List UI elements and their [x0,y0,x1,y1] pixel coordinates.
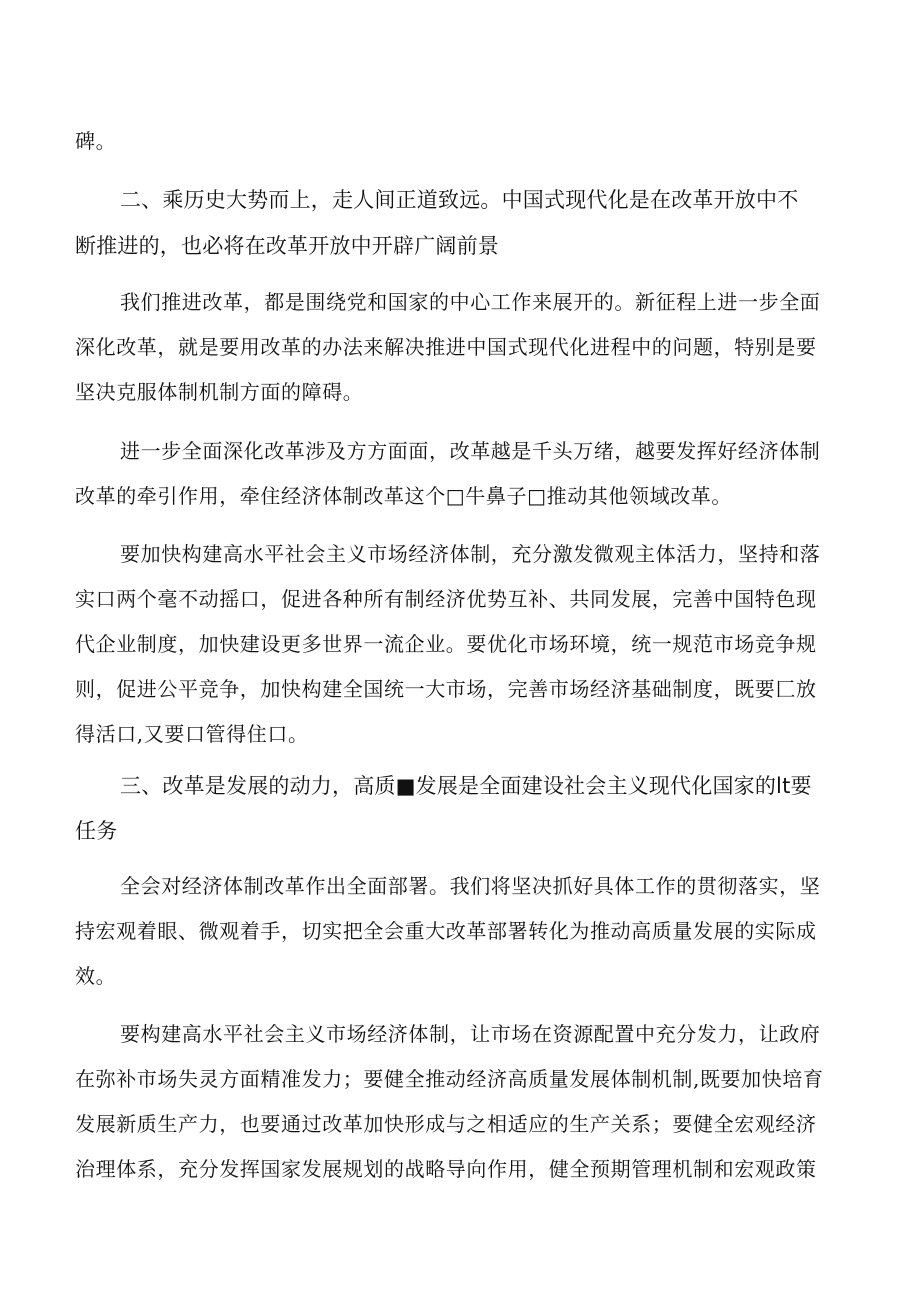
section-2-heading-line-1: 二、乘历史大势而上，走人间正道致远。中国式现代化是在改革开放中不 [120,188,799,212]
section-2-paragraph-2-line-2: 改革的牵引作用，牵住经济体制改革这个□牛鼻子□推动其他领域改革。 [75,484,732,508]
section-3-paragraph-1-line-3: 效。 [75,964,117,988]
section-3-paragraph-1-line-1: 全会对经济体制改革作出全面部署。我们将坚决抓好具体工作的贯彻落实，坚 [120,874,821,898]
paragraph-carryover-line: 碑。 [75,129,117,153]
section-2-heading-line-2: 断推进的，也必将在改革开放中开辟广阔前景 [75,234,499,258]
section-2-paragraph-1-line-2: 深化改革，就是要用改革的办法来解决推进中国式现代化进程中的问题，特别是要 [75,335,817,359]
section-2-paragraph-1-line-3: 坚决克服体制机制方面的障碍。 [75,380,364,404]
section-3-paragraph-2-line-4: 治理体系，充分发挥国家发展规划的战略导向作用，健全预期管理机制和宏观政策 [75,1157,817,1181]
section-2-paragraph-3-line-2: 实口两个毫不动摇口，促进各种所有制经济优势互补、共同发展，完善中国特色现 [75,587,817,611]
section-2-paragraph-3-line-1: 要加快构建高水平社会主义市场经济体制，充分激发微观主体活力，坚持和落 [120,542,821,566]
section-3-paragraph-2-line-1: 要构建高水平社会主义市场经济体制，让市场在资源配置中充分发力，让政府 [120,1022,821,1046]
section-2-paragraph-3-line-3: 代企业制度，加快建设更多世界一流企业。要优化市场环境，统一规范市场竞争规 [75,632,817,656]
section-2-paragraph-1-line-1: 我们推进改革，都是围绕党和国家的中心工作来展开的。新征程上进一步全面 [120,290,821,314]
section-3-paragraph-2-line-3: 发展新质生产力，也要通过改革加快形成与之相适应的生产关系；要健全宏观经济 [75,1112,817,1136]
section-3-heading-line-1: 三、改革是发展的动力，高质■发展是全面建设社会主义现代化国家的lt要 [120,774,812,798]
section-3-paragraph-1-line-2: 持宏观着眼、微观着手，切实把全会重大改革部署转化为推动高质量发展的实际成 [75,919,817,943]
section-2-paragraph-2-line-1: 进一步全面深化改革涉及方方面面，改革越是千头万绪，越要发挥好经济体制 [120,439,821,463]
section-2-paragraph-3-line-4: 则，促进公平竞争，加快构建全国统一大市场，完善市场经济基础制度，既要匚放 [75,677,817,701]
section-3-heading-line-2: 任务 [75,819,118,843]
section-3-paragraph-2-line-2: 在弥补市场失灵方面精准发力；要健全推动经济高质量发展体制机制,既要加快培育 [75,1067,824,1091]
section-2-paragraph-3-line-5: 得活口,又要口管得住口。 [75,722,309,746]
